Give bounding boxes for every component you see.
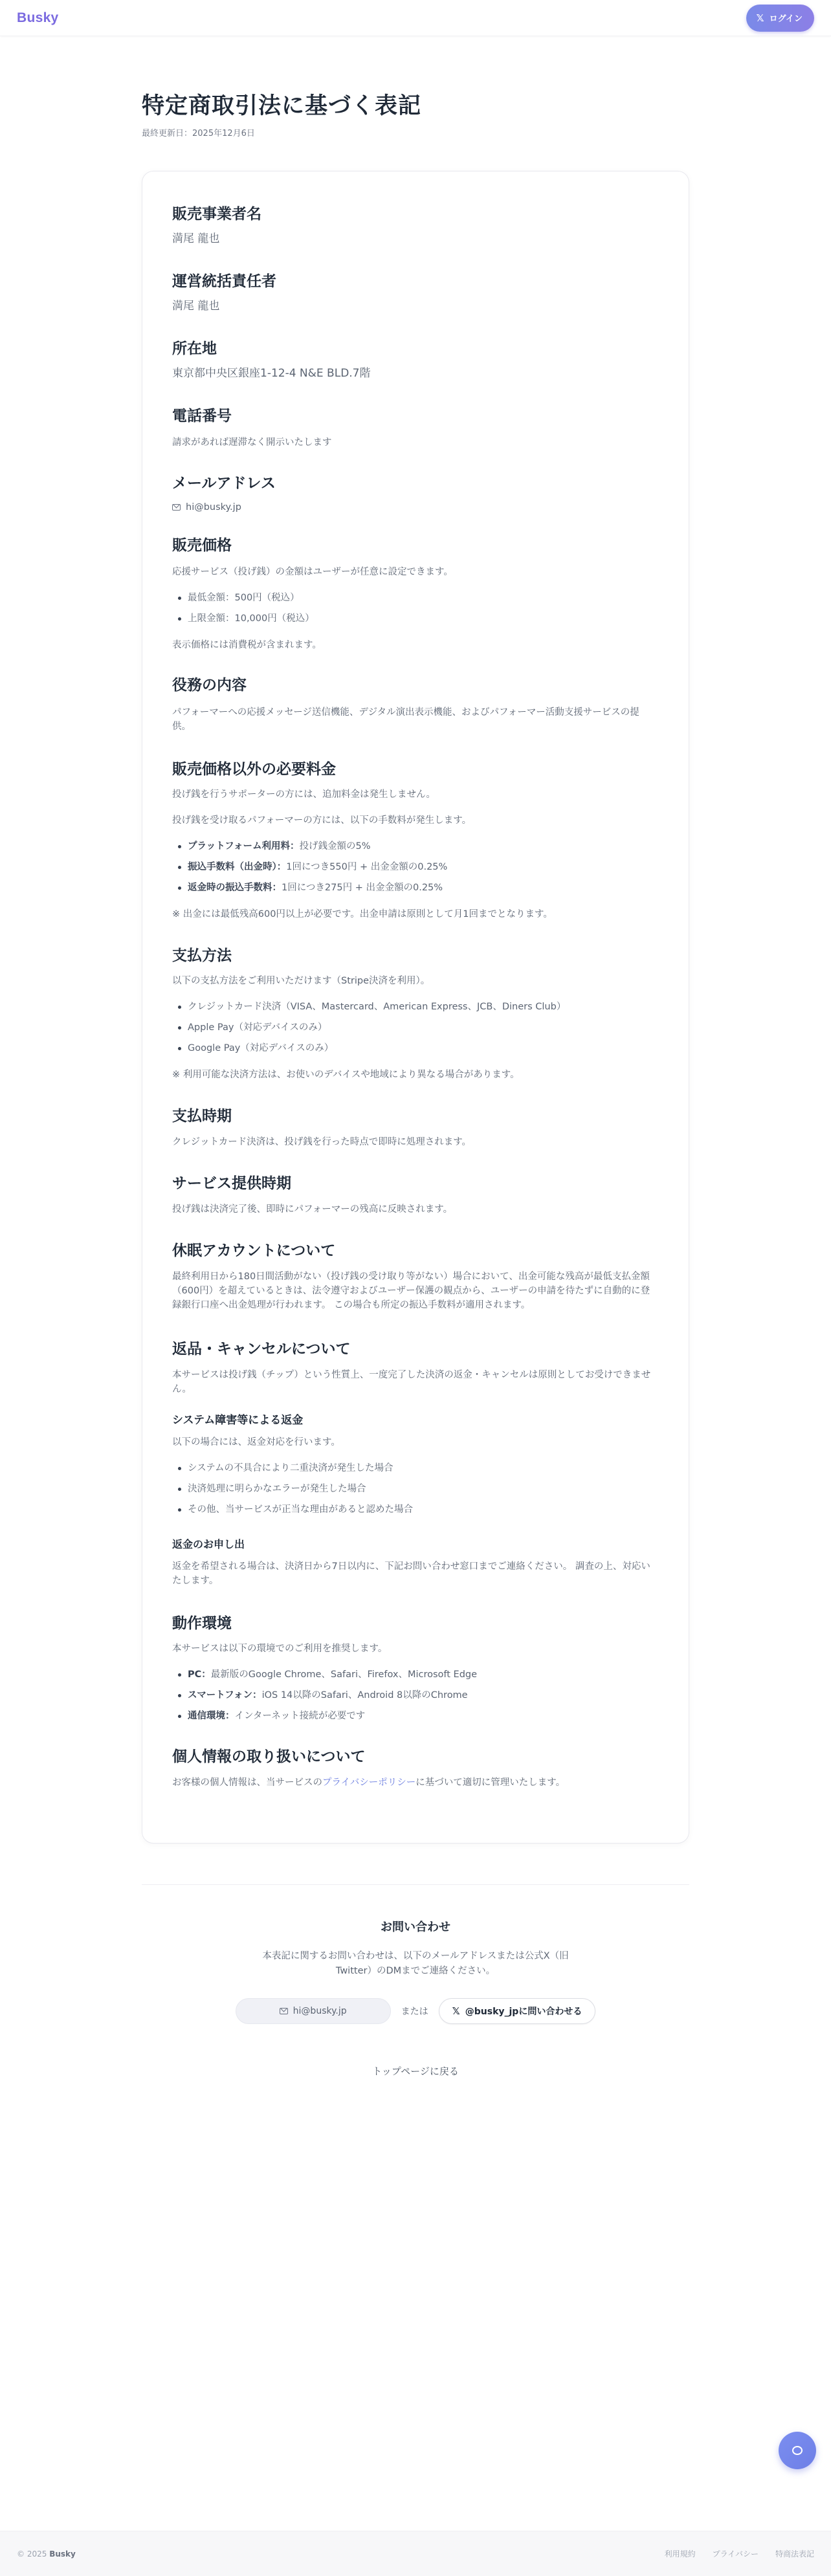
- section-heading-address: 所在地: [172, 340, 217, 357]
- subheading-refund-request: 返金のお申し出: [172, 1538, 245, 1550]
- copyright-brand: Busky: [49, 2549, 76, 2559]
- section-heading-privacy: 個人情報の取り扱いについて: [172, 1748, 366, 1765]
- x-logo-icon: 𝕏: [756, 12, 764, 24]
- fee-value: 投げ銭金額の5%: [299, 841, 371, 852]
- footer-link-terms[interactable]: 利用規約: [664, 2549, 696, 2559]
- list-item: 最低金額：500円（税込）: [188, 591, 654, 604]
- payment-note: ※ 利用可能な決済方法は、お使いのデバイスや地域により異なる場合があります。: [172, 1070, 520, 1080]
- price-note: 表示価格には消費税が含まれます。: [172, 640, 322, 650]
- delivery-text: 投げ銭は決済完了後、即時にパフォーマーの残高に反映されます。: [172, 1204, 453, 1215]
- email-row: [172, 500, 658, 514]
- footer-link-privacy[interactable]: プライバシー: [712, 2549, 759, 2559]
- login-label: ログイン: [769, 14, 803, 23]
- fee-label: 振込手数料（出金時）：: [188, 862, 287, 872]
- service-text: パフォーマーへの応援メッセージ送信機能、デジタル演出表示機能、およびパフォーマー活動支援サービスの提供。: [172, 707, 639, 732]
- env-value: インターネット接続が必要です: [234, 1711, 366, 1721]
- list-item: [188, 1710, 654, 1723]
- privacy-text: [172, 1776, 658, 1790]
- contact-heading: お問い合わせ: [381, 1921, 450, 1934]
- list-item: システムの不具合により二重決済が発生した場合: [188, 1462, 654, 1475]
- brand-logo[interactable]: Busky: [17, 10, 59, 25]
- section-heading-payment: 支払方法: [172, 947, 232, 964]
- fee-value: 1回につき550円 + 出金金額の0.25%: [286, 862, 448, 872]
- last-updated: 最終更新日：2025年12月6日: [142, 129, 255, 138]
- timing-text: クレジットカード決済は、投げ銭を行った時点で即時に処理されます。: [172, 1137, 472, 1147]
- page-title: 特定商取引法に基づく表記: [142, 93, 422, 119]
- site-header: [0, 0, 831, 36]
- site-footer: [0, 2531, 831, 2576]
- env-label: PC：: [188, 1669, 211, 1680]
- env-value: 最新版のGoogle Chrome、Safari、Firefox、Microsoft Edge: [210, 1669, 478, 1680]
- chat-bubble-icon: [792, 2446, 803, 2455]
- price-text: 応援サービス（投げ銭）の金額はユーザーが任意に設定できます。: [172, 567, 453, 577]
- manager-value: 満尾 龍也: [172, 300, 220, 313]
- list-item: [188, 861, 654, 874]
- refund-sub1-text: 以下の場合には、返金対応を行います。: [172, 1437, 340, 1448]
- list-item: その他、当サービスが正当な理由があると認めた場合: [188, 1503, 654, 1516]
- contact-actions: [0, 1998, 831, 2024]
- email-value[interactable]: hi@busky.jp: [186, 502, 241, 512]
- address-value: 東京都中央区銀座1-12-4 N&E BLD.7階: [172, 367, 371, 380]
- section-heading-price: 販売価格: [172, 537, 232, 554]
- section-heading-manager: 運営統括責任者: [172, 273, 276, 290]
- section-heading-timing: 支払時期: [172, 1108, 232, 1125]
- mail-icon: [280, 2008, 288, 2014]
- x-contact-label: @busky_jpに問い合わせる: [465, 2007, 582, 2017]
- section-heading-phone: 電話番号: [172, 408, 232, 424]
- section-heading-service: 役務の内容: [172, 677, 247, 694]
- section-heading-email: メールアドレス: [172, 475, 276, 492]
- seller-value: 満尾 龍也: [172, 232, 220, 245]
- fee-value: 1回につき275円 + 出金金額の0.25%: [282, 883, 443, 893]
- phone-value: 請求があれば遅滞なく開示いたします: [172, 437, 332, 448]
- email-contact-button[interactable]: [236, 1998, 391, 2024]
- copyright-prefix: © 2025: [17, 2549, 47, 2559]
- list-item: Google Pay（対応デバイスのみ）: [188, 1042, 654, 1055]
- section-heading-fees: 販売価格以外の必要料金: [172, 761, 336, 778]
- payment-text: 以下の支払方法をご利用いただけます（Stripe決済を利用）。: [172, 976, 430, 986]
- x-contact-button[interactable]: [439, 1998, 596, 2024]
- list-item: [188, 1689, 654, 1702]
- chat-button[interactable]: [779, 2432, 816, 2469]
- copyright: [17, 2549, 76, 2559]
- section-heading-seller: 販売事業者名: [172, 206, 261, 223]
- list-item: [188, 1668, 654, 1681]
- fees-note: ※ 出金には最低残高600円以上が必要です。出金申請は原則として月1回までとなります。: [172, 909, 553, 919]
- list-item: 上限金額：10,000円（税込）: [188, 612, 654, 625]
- footer-link-tokushoho[interactable]: 特商法表記: [775, 2549, 814, 2559]
- list-item: [188, 881, 654, 894]
- mail-icon: [172, 504, 181, 511]
- list-item: Apple Pay（対応デバイスのみ）: [188, 1021, 654, 1034]
- fee-label: 返金時の振込手数料：: [188, 883, 282, 893]
- fee-label: プラットフォーム利用料：: [188, 841, 300, 852]
- login-button[interactable]: [746, 5, 814, 32]
- privacy-text-before: お客様の個人情報は、当サービスの: [172, 1778, 322, 1788]
- section-heading-dormant: 休眠アカウントについて: [172, 1242, 336, 1259]
- refund-sub2-text: 返金を希望される場合は、決済日から7日以内に、下記お問い合わせ窓口までご連絡ください。 調査の上、対応いたします。: [172, 1561, 650, 1586]
- env-value: iOS 14以降のSafari、Android 8以降のChrome: [261, 1690, 468, 1701]
- section-heading-refund: 返品・キャンセルについて: [172, 1341, 351, 1358]
- x-logo-icon: 𝕏: [452, 2005, 460, 2017]
- footer-links: [665, 2548, 814, 2559]
- dormant-text: 最終利用日から180日間活動がない（投げ銭の受け取り等がない）場合において、出金可能な残高が最低支払金額（600円）を超えているときは、法令遵守およびユーザー保護の観点から、ユーザーの申請を待たずに自動的に登録銀行口座へ出金処理が行われます。 この場合も所定の振込手数料が適用されます。: [172, 1271, 650, 1310]
- subheading-system-refund: システム障害等による返金: [172, 1414, 304, 1427]
- env-label: 通信環境：: [188, 1711, 235, 1721]
- fees-text-2: 投げ銭を受け取るパフォーマーの方には、以下の手数料が発生します。: [172, 815, 472, 826]
- privacy-text-after: に基づいて適切に管理いたします。: [416, 1778, 566, 1788]
- back-to-top-link[interactable]: トップページに戻る: [372, 2065, 459, 2077]
- refund-text: 本サービスは投げ銭（チップ）という性質上、一度完了した決済の返金・キャンセルは原則としてお受けできません。: [172, 1370, 651, 1394]
- fees-text-1: 投げ銭を行うサポーターの方には、追加料金は発生しません。: [172, 789, 436, 800]
- privacy-policy-link[interactable]: プライバシーポリシー: [322, 1778, 416, 1788]
- contact-description: 本表記に関するお問い合わせは、以下のメールアドレスまたは公式X（旧Twitter）のDMまでご連絡ください。: [262, 1951, 569, 1976]
- env-text: 本サービスは以下の環境でのご利用を推奨します。: [172, 1644, 388, 1654]
- section-heading-delivery: サービス提供時期: [172, 1175, 291, 1192]
- env-label: スマートフォン：: [188, 1690, 262, 1701]
- list-item: 決済処理に明らかなエラーが発生した場合: [188, 1482, 654, 1495]
- or-text: または: [401, 2007, 428, 2017]
- list-item: クレジットカード決済（VISA、Mastercard、American Express、JCB、Diners Club）: [188, 1000, 654, 1013]
- divider: [142, 1884, 689, 1885]
- list-item: [188, 840, 654, 853]
- section-heading-env: 動作環境: [172, 1615, 232, 1632]
- email-contact-label: hi@busky.jp: [293, 2006, 347, 2016]
